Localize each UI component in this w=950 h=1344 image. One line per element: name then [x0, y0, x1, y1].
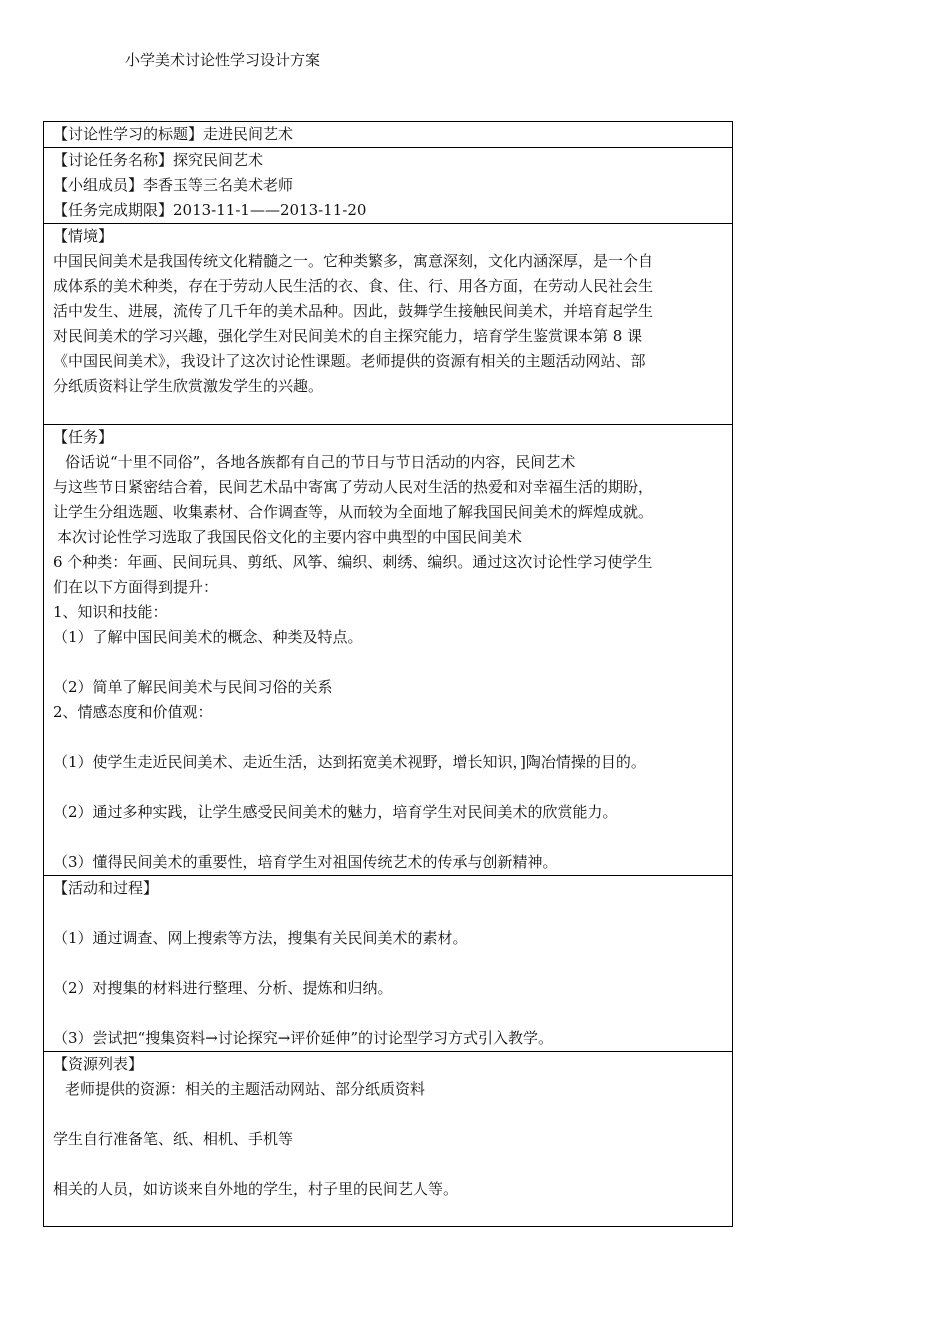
resource-line: 相关的人员，如访谈来自外地的学生，村子里的民间艺人等。: [53, 1180, 459, 1198]
situation-line: 成体系的美术种类，存在于劳动人民生活的衣、食、住、行、用各方面，在劳动人民社会生: [53, 277, 654, 295]
task-line: （1）了解中国民间美术的概念、种类及特点。: [53, 628, 363, 646]
task-heading: 【任务】: [53, 428, 114, 446]
task-line: （2）通过多种实践，让学生感受民间美术的魅力，培育学生对民间美术的欣赏能力。: [53, 803, 618, 821]
task-line: 俗话说“十里不同俗”，各地各族都有自己的节日与节日活动的内容，民间艺术: [65, 453, 576, 471]
activities-section: [44, 875, 732, 1051]
activities-heading: 【活动和过程】: [53, 879, 159, 897]
blank-line: [53, 951, 723, 976]
situation-heading: 【情境】: [53, 227, 114, 245]
task-line: （3）懂得民间美术的重要性，培育学生对祖国传统艺术的传承与创新精神。: [53, 853, 558, 871]
blank-line: [53, 775, 723, 800]
activity-line: （3）尝试把“搜集资料→讨论探究→评价延伸”的讨论型学习方式引入教学。: [53, 1029, 554, 1047]
design-form-table: [43, 121, 733, 1227]
blank-line: [53, 650, 723, 675]
blank-line: [53, 901, 723, 926]
task-line: 让学生分组选题、收集素材、合作调查等，从而较为全面地了解我国民间美术的辉煌成就。: [53, 503, 654, 521]
situation-section: [44, 223, 732, 424]
deadline-text: 【任务完成期限】2013-11-1——2013-11-20: [53, 201, 367, 219]
resource-line: 学生自行准备笔、纸、相机、手机等: [53, 1130, 294, 1148]
situation-line: 分纸质资料让学生欣赏激发学生的兴趣。: [53, 377, 324, 395]
topic-text: 【讨论性学习的标题】走进民间艺术: [53, 125, 294, 143]
topic-row: [44, 122, 732, 147]
situation-line: 中国民间美术是我国传统文化精髓之一。它种类繁多，寓意深刻，文化内涵深厚，是一个自: [53, 252, 654, 270]
task-line: （1）使学生走近民间美术、走近生活，达到拓宽美术视野，增长知识，]陶冶情操的目的。: [53, 753, 646, 771]
attitude-heading: 2、情感态度和价值观：: [53, 703, 213, 721]
blank-line: [53, 1001, 723, 1026]
resource-line: 老师提供的资源：相关的主题活动网站、部分纸质资料: [65, 1080, 426, 1098]
resources-section: [44, 1051, 732, 1226]
blank-line: [53, 725, 723, 750]
resources-heading: 【资源列表】: [53, 1055, 144, 1073]
info-rows: [44, 147, 732, 223]
members-text: 【小组成员】李香玉等三名美术老师: [53, 176, 294, 194]
task-section: [44, 424, 732, 875]
activity-line: （1）通过调查、网上搜索等方法，搜集有关民间美术的素材。: [53, 929, 468, 947]
blank-line: [53, 1102, 723, 1127]
situation-line: 对民间美术的学习兴趣，强化学生对民间美术的自主探究能力，培育学生鉴赏课本第 8 课: [53, 327, 643, 345]
blank-line: [53, 825, 723, 850]
activity-line: （2）对搜集的材料进行整理、分析、提炼和归纳。: [53, 979, 393, 997]
task-line: 本次讨论性学习选取了我国民俗文化的主要内容中典型的中国民间美术: [57, 528, 523, 546]
task-line: 们在以下方面得到提升：: [53, 578, 219, 596]
knowledge-heading: 1、知识和技能：: [53, 603, 168, 621]
task-line: 6 个种类：年画、民间玩具、剪纸、风筝、编织、刺绣、编织。通过这次讨论性学习使学生: [53, 553, 653, 571]
document-title: 小学美术讨论性学习设计方案: [125, 51, 321, 69]
task-line: （2）简单了解民间美术与民间习俗的关系: [53, 678, 333, 696]
task-name-text: 【讨论任务名称】探究民间艺术: [53, 151, 264, 169]
task-line: 与这些节日紧密结合着，民间艺术品中寄寓了劳动人民对生活的热爱和对幸福生活的期盼，: [53, 478, 654, 496]
blank-line: [53, 1152, 723, 1177]
situation-line: 活中发生、进展，流传了几千年的美术品种。因此，鼓舞学生接触民间美术，并培育起学生: [53, 302, 654, 320]
situation-line: 《中国民间美术》，我设计了这次讨论性课题。老师提供的资源有相关的主题活动网站、部: [53, 352, 646, 370]
